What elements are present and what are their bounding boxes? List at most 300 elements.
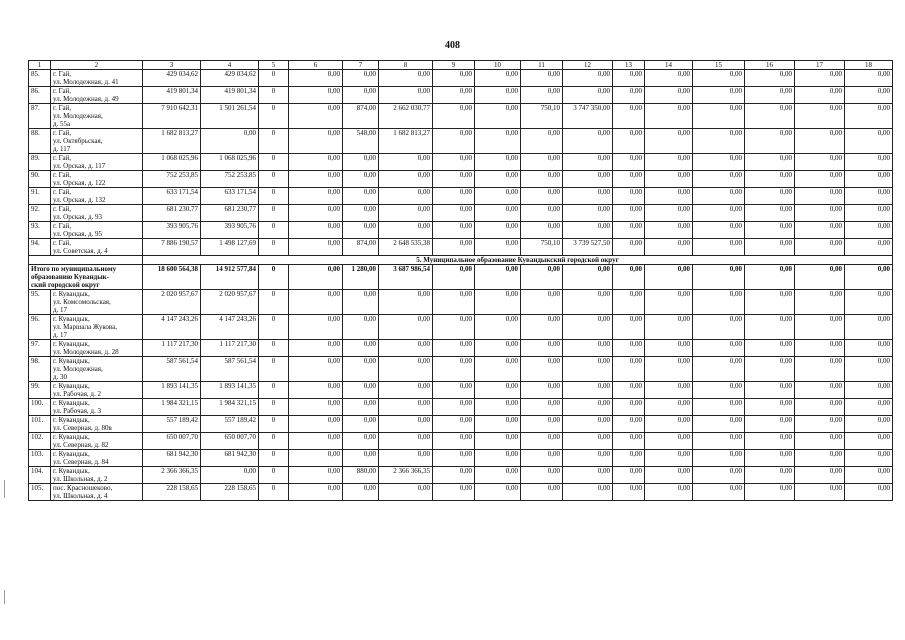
- value-cell: 0,00: [795, 70, 845, 87]
- value-cell: 750,10: [521, 104, 563, 129]
- table-row: [29, 450, 893, 467]
- address-line: ул. Советская, д. 4: [53, 247, 108, 255]
- total-value-cell: 0: [259, 265, 289, 290]
- margin-scan-mark: [4, 480, 5, 498]
- value-cell: 2 366 366,35: [143, 467, 201, 484]
- table-row: [29, 399, 893, 416]
- value-cell: 0,00: [645, 104, 693, 129]
- table-row: [29, 290, 893, 315]
- value-cell: 429 034,62: [143, 70, 201, 87]
- value-cell: 0: [259, 340, 289, 357]
- value-cell: 0,00: [845, 205, 893, 222]
- value-cell: 0,00: [795, 154, 845, 171]
- value-cell: 0,00: [521, 154, 563, 171]
- value-cell: 0,00: [433, 87, 475, 104]
- address-line: ул. Комсомольская,: [53, 298, 111, 306]
- value-cell: 2 366 366,35: [379, 467, 433, 484]
- value-cell: 0,00: [693, 340, 745, 357]
- data-table: [28, 60, 893, 501]
- total-value-cell: 14 912 577,84: [201, 265, 259, 290]
- value-cell: 633 171,54: [143, 188, 201, 205]
- table-row: [29, 315, 893, 340]
- value-cell: 0,00: [433, 70, 475, 87]
- value-cell: 0,00: [693, 188, 745, 205]
- value-cell: 0,00: [745, 222, 795, 239]
- value-cell: 0,00: [379, 484, 433, 501]
- value-cell: 0,00: [645, 70, 693, 87]
- total-value-cell: 1 280,00: [343, 265, 379, 290]
- value-cell: 0: [259, 205, 289, 222]
- value-cell: 0,00: [845, 188, 893, 205]
- value-cell: 0,00: [343, 433, 379, 450]
- value-cell: 0,00: [693, 399, 745, 416]
- value-cell: 0,00: [613, 357, 645, 382]
- column-number-cell: 11: [521, 61, 563, 70]
- row-index: 99.: [29, 382, 51, 399]
- column-number-cell: 14: [645, 61, 693, 70]
- value-cell: 0,00: [433, 205, 475, 222]
- address-cell: [51, 382, 143, 399]
- row-index: 102.: [29, 433, 51, 450]
- table-row: [29, 239, 893, 256]
- column-number-cell: 1: [29, 61, 51, 70]
- value-cell: 0,00: [795, 104, 845, 129]
- value-cell: 0,00: [433, 382, 475, 399]
- value-cell: 0,00: [845, 399, 893, 416]
- value-cell: 0,00: [289, 87, 343, 104]
- value-cell: 0,00: [343, 340, 379, 357]
- address-cell: [51, 357, 143, 382]
- value-cell: 2 020 957,67: [201, 290, 259, 315]
- row-index: 96.: [29, 315, 51, 340]
- column-number-cell: 4: [201, 61, 259, 70]
- address-cell: [51, 222, 143, 239]
- address-line: ул. Молодежная, д. 28: [53, 348, 119, 356]
- value-cell: 0,00: [379, 154, 433, 171]
- address-line: ул. Маршала Жукова,: [53, 323, 117, 331]
- address-line: ул. Школьная, д. 4: [53, 492, 108, 500]
- value-cell: 0: [259, 70, 289, 87]
- value-cell: 0,00: [201, 129, 259, 154]
- value-cell: 0,00: [613, 222, 645, 239]
- value-cell: 0,00: [343, 222, 379, 239]
- value-cell: 0,00: [379, 450, 433, 467]
- address-line: ский городской округ: [31, 281, 100, 289]
- value-cell: 0,00: [795, 129, 845, 154]
- value-cell: 0,00: [475, 467, 521, 484]
- value-cell: 0,00: [693, 416, 745, 433]
- value-cell: 0,00: [521, 70, 563, 87]
- address-line: ул. Октябрьская,: [53, 137, 103, 145]
- address-line: г. Гай,: [53, 154, 72, 162]
- value-cell: 0,00: [475, 290, 521, 315]
- value-cell: 752 253,85: [143, 171, 201, 188]
- value-cell: 0: [259, 239, 289, 256]
- value-cell: 0,00: [433, 416, 475, 433]
- value-cell: 0,00: [343, 416, 379, 433]
- value-cell: 0: [259, 467, 289, 484]
- value-cell: 0,00: [521, 129, 563, 154]
- value-cell: 0,00: [795, 340, 845, 357]
- value-cell: 0,00: [521, 416, 563, 433]
- total-value-cell: 3 687 986,54: [379, 265, 433, 290]
- value-cell: 0,00: [613, 171, 645, 188]
- value-cell: 0,00: [379, 205, 433, 222]
- value-cell: 0,00: [289, 450, 343, 467]
- value-cell: 0,00: [613, 315, 645, 340]
- value-cell: 0,00: [433, 340, 475, 357]
- value-cell: 1 498 127,69: [201, 239, 259, 256]
- value-cell: 0,00: [343, 154, 379, 171]
- value-cell: 0,00: [433, 188, 475, 205]
- column-number-header: [29, 61, 893, 70]
- address-line: г. Кувандык,: [53, 290, 90, 298]
- value-cell: 0,00: [563, 129, 613, 154]
- address-line: г. Кувандык,: [53, 450, 90, 458]
- value-cell: 0,00: [645, 340, 693, 357]
- value-cell: 0,00: [563, 416, 613, 433]
- value-cell: 0,00: [795, 290, 845, 315]
- address-line: г. Гай,: [53, 205, 72, 213]
- address-cell: [51, 450, 143, 467]
- address-line: ул. Молодежная, д. 49: [53, 95, 119, 103]
- value-cell: 0,00: [845, 467, 893, 484]
- value-cell: 393 905,76: [143, 222, 201, 239]
- value-cell: 0: [259, 290, 289, 315]
- value-cell: 228 158,65: [201, 484, 259, 501]
- address-line: г. Гай,: [53, 129, 72, 137]
- value-cell: 0,00: [563, 205, 613, 222]
- value-cell: 0,00: [379, 357, 433, 382]
- value-cell: 0,00: [693, 87, 745, 104]
- value-cell: 0,00: [645, 416, 693, 433]
- value-cell: 4 147 243,26: [201, 315, 259, 340]
- value-cell: 681 230,77: [143, 205, 201, 222]
- value-cell: 0,00: [379, 222, 433, 239]
- value-cell: 0,00: [343, 171, 379, 188]
- value-cell: 0,00: [433, 315, 475, 340]
- value-cell: 7 910 642,31: [143, 104, 201, 129]
- value-cell: 587 561,54: [143, 357, 201, 382]
- value-cell: 0,00: [289, 357, 343, 382]
- value-cell: 2 662 030,77: [379, 104, 433, 129]
- row-index: 86.: [29, 87, 51, 104]
- value-cell: 0,00: [645, 222, 693, 239]
- row-index: 101.: [29, 416, 51, 433]
- value-cell: 0,00: [289, 222, 343, 239]
- value-cell: 0,00: [745, 382, 795, 399]
- value-cell: 0,00: [343, 290, 379, 315]
- value-cell: 0,00: [645, 290, 693, 315]
- value-cell: 0,00: [745, 290, 795, 315]
- value-cell: 0: [259, 315, 289, 340]
- value-cell: 0: [259, 416, 289, 433]
- value-cell: 0,00: [795, 222, 845, 239]
- address-cell: [51, 205, 143, 222]
- row-index: 94.: [29, 239, 51, 256]
- value-cell: 0,00: [563, 87, 613, 104]
- value-cell: 0,00: [343, 484, 379, 501]
- address-cell: [51, 315, 143, 340]
- address-line: г. Кувандык,: [53, 433, 90, 441]
- address-cell: [51, 290, 143, 315]
- value-cell: 681 942,30: [201, 450, 259, 467]
- value-cell: 0,00: [645, 315, 693, 340]
- value-cell: 0,00: [795, 416, 845, 433]
- value-cell: 0,00: [433, 129, 475, 154]
- value-cell: 0,00: [563, 222, 613, 239]
- value-cell: 0,00: [795, 315, 845, 340]
- row-index: 103.: [29, 450, 51, 467]
- value-cell: 0,00: [433, 154, 475, 171]
- value-cell: 750,10: [521, 239, 563, 256]
- value-cell: 0,00: [693, 104, 745, 129]
- total-value-cell: 18 600 564,38: [143, 265, 201, 290]
- value-cell: 0,00: [475, 70, 521, 87]
- value-cell: 0: [259, 222, 289, 239]
- address-cell: [51, 129, 143, 154]
- address-line: образованию Кувандык-: [31, 273, 110, 281]
- value-cell: 0,00: [289, 290, 343, 315]
- value-cell: 0,00: [745, 315, 795, 340]
- column-number-cell: 9: [433, 61, 475, 70]
- value-cell: 0,00: [379, 188, 433, 205]
- column-number-cell: 15: [693, 61, 745, 70]
- value-cell: 0,00: [845, 450, 893, 467]
- value-cell: 0,00: [475, 104, 521, 129]
- value-cell: 0,00: [379, 290, 433, 315]
- total-value-cell: 0,00: [795, 265, 845, 290]
- value-cell: 0,00: [645, 154, 693, 171]
- value-cell: 0,00: [795, 382, 845, 399]
- value-cell: 0,00: [795, 205, 845, 222]
- total-value-cell: 0,00: [433, 265, 475, 290]
- value-cell: 0: [259, 382, 289, 399]
- row-index: 98.: [29, 357, 51, 382]
- value-cell: 0: [259, 154, 289, 171]
- value-cell: 1 117 217,30: [143, 340, 201, 357]
- address-cell: [51, 171, 143, 188]
- value-cell: 0,00: [343, 70, 379, 87]
- total-value-cell: 0,00: [645, 265, 693, 290]
- address-cell: [51, 239, 143, 256]
- value-cell: 0,00: [645, 239, 693, 256]
- value-cell: 0,00: [745, 129, 795, 154]
- value-cell: 0: [259, 433, 289, 450]
- value-cell: 0,00: [745, 484, 795, 501]
- column-number-cell: 13: [613, 61, 645, 70]
- value-cell: 0,00: [745, 104, 795, 129]
- value-cell: 0,00: [475, 171, 521, 188]
- value-cell: 0,00: [433, 484, 475, 501]
- total-value-cell: 0,00: [845, 265, 893, 290]
- value-cell: 0,00: [475, 129, 521, 154]
- row-index: 93.: [29, 222, 51, 239]
- address-cell: [51, 87, 143, 104]
- value-cell: 3 739 527,50: [563, 239, 613, 256]
- value-cell: 0,00: [379, 171, 433, 188]
- value-cell: 0,00: [645, 87, 693, 104]
- value-cell: 0,00: [795, 188, 845, 205]
- value-cell: 0,00: [475, 87, 521, 104]
- row-index: 91.: [29, 188, 51, 205]
- row-index: 88.: [29, 129, 51, 154]
- value-cell: 0,00: [289, 129, 343, 154]
- address-line: ул. Орская, д. 93: [53, 213, 103, 221]
- value-cell: 0,00: [645, 399, 693, 416]
- margin-scan-mark: [4, 590, 5, 604]
- value-cell: 0,00: [289, 104, 343, 129]
- value-cell: 4 147 243,26: [143, 315, 201, 340]
- value-cell: 0,00: [693, 239, 745, 256]
- value-cell: 0,00: [745, 239, 795, 256]
- address-line: д. 17: [53, 331, 68, 339]
- value-cell: 0,00: [795, 450, 845, 467]
- value-cell: 0,00: [645, 484, 693, 501]
- value-cell: 752 253,85: [201, 171, 259, 188]
- page-number: 408: [445, 40, 460, 51]
- value-cell: 0,00: [289, 171, 343, 188]
- value-cell: 874,00: [343, 104, 379, 129]
- table-row: [29, 433, 893, 450]
- total-value-cell: 0,00: [289, 265, 343, 290]
- value-cell: 1 682 813,27: [143, 129, 201, 154]
- address-line: ул. Орская, д. 122: [53, 179, 106, 187]
- value-cell: 0,00: [563, 171, 613, 188]
- table-row: [29, 171, 893, 188]
- value-cell: 0,00: [475, 205, 521, 222]
- address-line: пос. Красношеково,: [53, 484, 113, 492]
- value-cell: 0,00: [745, 357, 795, 382]
- value-cell: 0,00: [795, 357, 845, 382]
- value-cell: 0,00: [343, 205, 379, 222]
- address-cell: [51, 416, 143, 433]
- value-cell: 0,00: [379, 382, 433, 399]
- value-cell: 0,00: [343, 357, 379, 382]
- value-cell: 0,00: [693, 171, 745, 188]
- value-cell: 0,00: [693, 205, 745, 222]
- address-line: г. Кувандык,: [53, 315, 90, 323]
- value-cell: 0: [259, 399, 289, 416]
- row-index: 100.: [29, 399, 51, 416]
- value-cell: 0,00: [475, 433, 521, 450]
- value-cell: 0,00: [289, 70, 343, 87]
- value-cell: 0,00: [343, 450, 379, 467]
- address-line: ул. Северная, д. 82: [53, 441, 109, 449]
- value-cell: 0,00: [693, 467, 745, 484]
- value-cell: 0,00: [795, 171, 845, 188]
- value-cell: 0,00: [379, 70, 433, 87]
- value-cell: 0,00: [613, 433, 645, 450]
- value-cell: 0,00: [521, 315, 563, 340]
- value-cell: 0: [259, 87, 289, 104]
- value-cell: 0,00: [475, 399, 521, 416]
- value-cell: 0,00: [289, 315, 343, 340]
- address-line: ул. Молодежная,: [53, 112, 103, 120]
- value-cell: 0,00: [379, 416, 433, 433]
- address-cell: [51, 70, 143, 87]
- value-cell: 0,00: [521, 357, 563, 382]
- address-cell: [51, 467, 143, 484]
- total-value-cell: 0,00: [693, 265, 745, 290]
- column-number-cell: 17: [795, 61, 845, 70]
- value-cell: 0,00: [289, 340, 343, 357]
- table-row: [29, 484, 893, 501]
- value-cell: 0,00: [645, 450, 693, 467]
- value-cell: 0,00: [613, 382, 645, 399]
- value-cell: 0,00: [433, 104, 475, 129]
- value-cell: 0,00: [563, 290, 613, 315]
- value-cell: 0,00: [845, 382, 893, 399]
- value-cell: 0: [259, 450, 289, 467]
- value-cell: 0,00: [795, 399, 845, 416]
- value-cell: 880,00: [343, 467, 379, 484]
- value-cell: 0,00: [563, 433, 613, 450]
- address-line: г. Кувандык,: [53, 340, 90, 348]
- value-cell: 0,00: [645, 467, 693, 484]
- value-cell: 228 158,65: [143, 484, 201, 501]
- value-cell: 0,00: [343, 315, 379, 340]
- row-index: 97.: [29, 340, 51, 357]
- address-line: г. Кувандык,: [53, 357, 90, 365]
- column-number-cell: 3: [143, 61, 201, 70]
- address-line: ул. Рабочая, д. 3: [53, 407, 101, 415]
- value-cell: 0,00: [379, 87, 433, 104]
- value-cell: 0,00: [563, 315, 613, 340]
- table-row: [29, 70, 893, 87]
- column-number-cell: 2: [51, 61, 143, 70]
- value-cell: 0,00: [745, 154, 795, 171]
- value-cell: 0,00: [693, 382, 745, 399]
- value-cell: 0,00: [745, 416, 795, 433]
- address-line: г. Гай,: [53, 70, 72, 78]
- address-line: ул. Орская, д. 132: [53, 196, 106, 204]
- value-cell: 0,00: [613, 87, 645, 104]
- value-cell: 0,00: [563, 382, 613, 399]
- value-cell: 681 942,30: [143, 450, 201, 467]
- value-cell: 0,00: [693, 129, 745, 154]
- total-row: [29, 265, 893, 290]
- row-index: 104.: [29, 467, 51, 484]
- table-row: [29, 104, 893, 129]
- value-cell: 0,00: [845, 340, 893, 357]
- value-cell: 419 801,34: [201, 87, 259, 104]
- row-index: 95.: [29, 290, 51, 315]
- address-line: Итого по муниципальному: [31, 265, 117, 273]
- value-cell: 429 034,62: [201, 70, 259, 87]
- value-cell: 1 501 261,54: [201, 104, 259, 129]
- address-line: г. Гай,: [53, 87, 72, 95]
- value-cell: 0,00: [289, 239, 343, 256]
- value-cell: 0,00: [475, 340, 521, 357]
- table-row: [29, 205, 893, 222]
- value-cell: 0,00: [845, 239, 893, 256]
- address-cell: [51, 399, 143, 416]
- table-row: [29, 357, 893, 382]
- address-line: д. 55а: [53, 120, 71, 128]
- value-cell: 0,00: [613, 340, 645, 357]
- value-cell: 1 117 217,30: [201, 340, 259, 357]
- value-cell: 0,00: [613, 70, 645, 87]
- value-cell: 0,00: [521, 399, 563, 416]
- value-cell: 2 020 957,67: [143, 290, 201, 315]
- value-cell: 0: [259, 129, 289, 154]
- address-cell: [51, 340, 143, 357]
- table-row: [29, 129, 893, 154]
- address-line: г. Гай,: [53, 171, 72, 179]
- value-cell: 0,00: [645, 188, 693, 205]
- value-cell: 1 068 025,96: [143, 154, 201, 171]
